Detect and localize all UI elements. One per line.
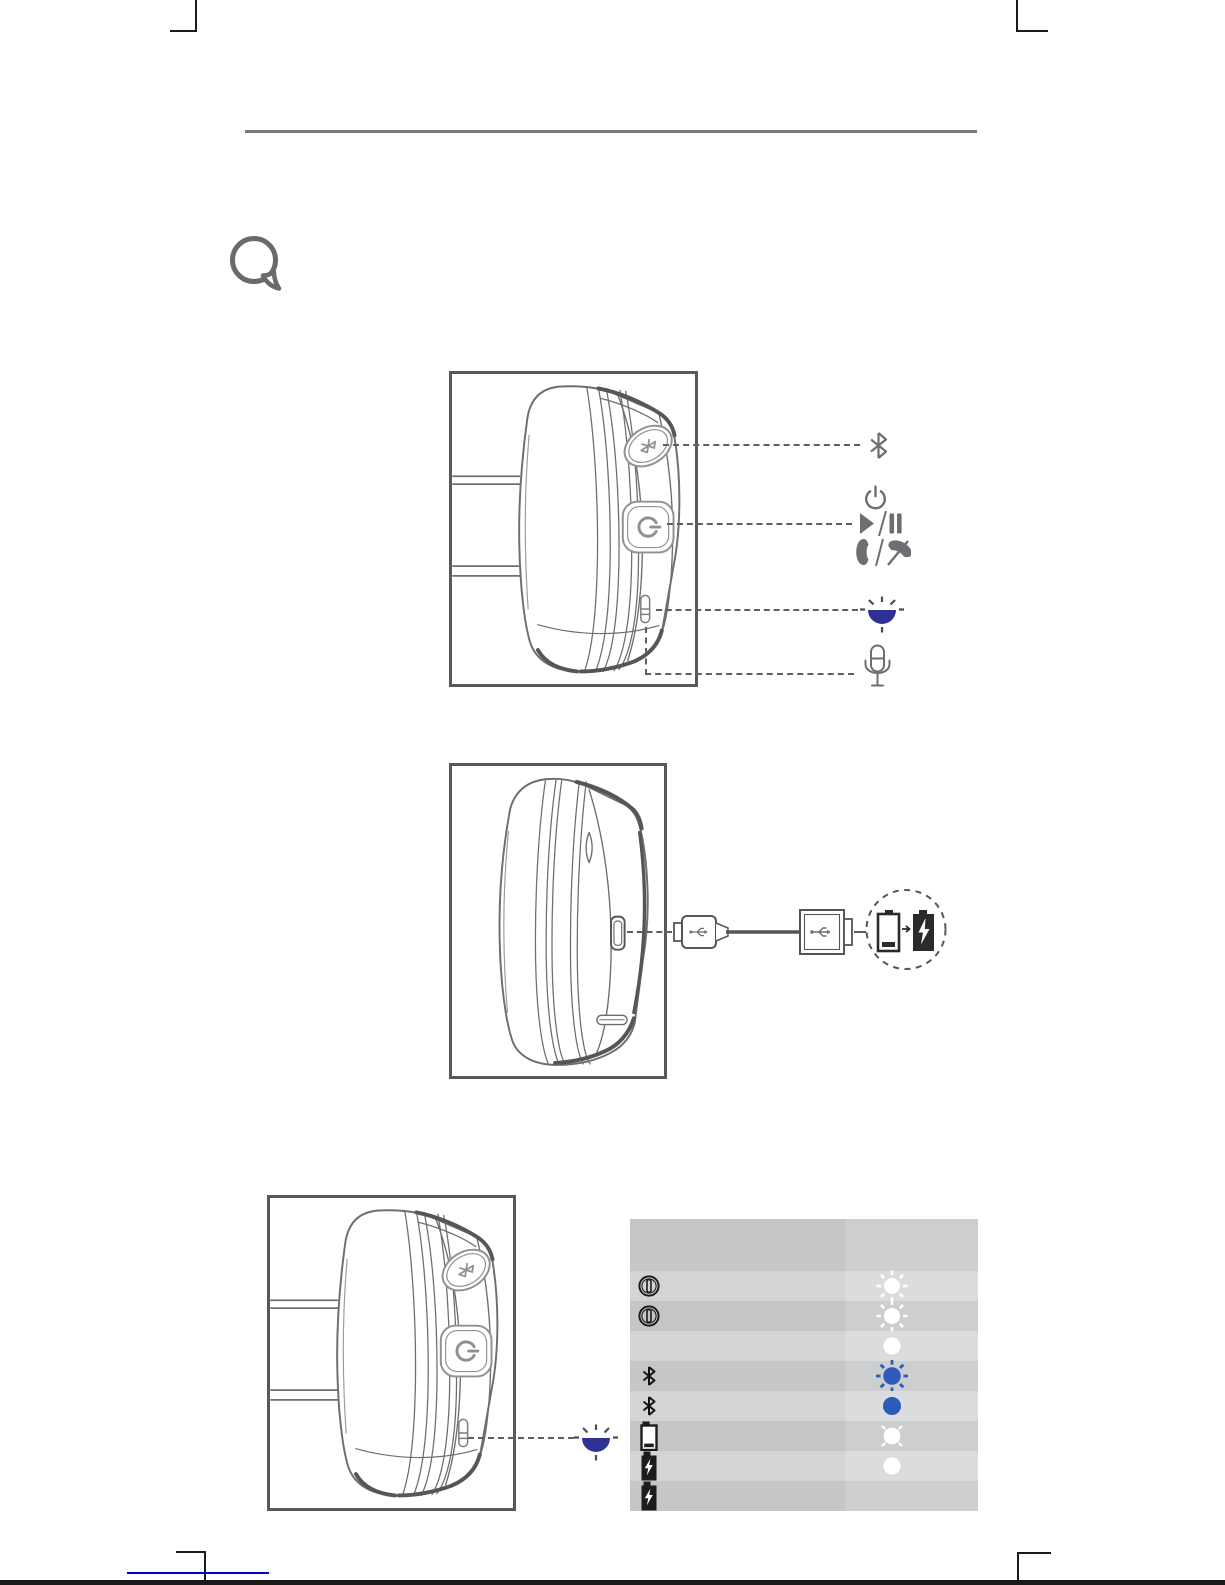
led-cell [845,1331,978,1361]
callout-line-power [667,523,852,525]
callout-line-mic [645,673,854,675]
earcup-controls-drawing [452,374,695,684]
table-row [630,1391,978,1421]
led-state-white-solid [874,1448,910,1484]
status-cell [630,1391,845,1421]
led-cell [845,1481,978,1511]
crop-mark-top-left-h [170,30,197,32]
led-cell [845,1421,978,1451]
crop-mark-top-left-v [195,0,197,32]
status-cell [630,1361,845,1391]
led-cell [845,1219,978,1271]
callout-line-bluetooth [663,444,860,446]
led-cell [845,1301,978,1331]
table-row [630,1481,978,1511]
status-cell [630,1451,845,1481]
table-row [630,1301,978,1331]
bluetooth-icon [642,1366,656,1386]
led-blue-glow-icon [860,596,904,634]
callout-line-led [656,609,858,611]
bluetooth-icon [642,1396,656,1416]
earcup-led-drawing [270,1198,513,1508]
table-row [630,1421,978,1451]
power-icon [862,484,889,511]
led-cell [845,1451,978,1481]
battery-low-icon [639,1420,659,1452]
earcup-back-drawing [452,766,664,1076]
table-row [630,1361,978,1391]
speech-bubble-icon [226,230,290,296]
status-cell [630,1481,845,1511]
crop-mark-top-right-v [1016,0,1018,32]
crop-mark-bottom-right-h [1018,1552,1051,1554]
usb-cable [668,899,858,961]
status-cell [630,1219,845,1271]
battery-charging-icon [913,910,934,951]
callout-line-usb-port [627,931,672,933]
led-table [630,1219,978,1511]
call-answer-end-icon [853,537,911,569]
page-edge-strip [0,1580,1225,1585]
battery-charging-callout [862,885,951,974]
led-cell [845,1361,978,1391]
battery-charging-icon [639,1450,659,1482]
bluetooth-icon [867,431,890,460]
footer-link-line [127,1572,269,1574]
led-blue-glow-icon-2 [574,1424,618,1462]
diagram-led-box [267,1195,516,1511]
status-cell [630,1271,845,1301]
diagram-controls-box [449,371,698,687]
table-header-row [630,1219,978,1271]
diagram-charging-box [449,763,667,1079]
led-cell [845,1391,978,1421]
battery-charging-icon [639,1480,659,1512]
table-row [630,1451,978,1481]
status-cell [630,1301,845,1331]
power-switch-icon [637,1274,661,1298]
callout-line-mic-vertical [645,627,647,675]
microphone-icon [862,643,893,692]
power-switch-icon [637,1304,661,1328]
callout-line-led-2 [468,1437,574,1439]
crop-mark-top-right-h [1016,30,1048,32]
table-row [630,1331,978,1361]
header-rule [245,130,977,133]
play-pause-icon [857,509,903,538]
led-cell [845,1271,978,1301]
crop-mark-bottom-left-h [176,1551,206,1553]
status-cell [630,1421,845,1451]
table-row [630,1271,978,1301]
status-cell [630,1331,845,1361]
